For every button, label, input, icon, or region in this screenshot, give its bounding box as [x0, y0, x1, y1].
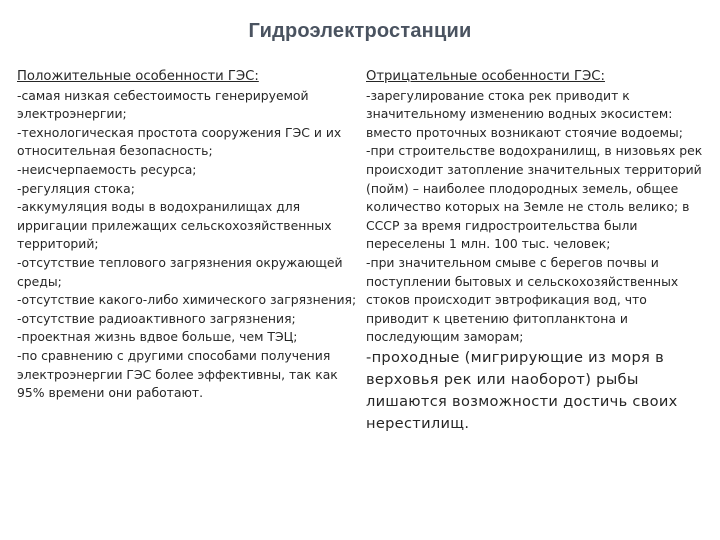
positive-feature-item: -неисчерпаемость ресурса;: [17, 161, 197, 177]
positive-feature-item: -аккумуляция воды в водохранилищах для ирригации прилежащих сельскохозяйственных территорий;: [17, 199, 332, 252]
positive-feature-item: -отсутствие теплового загрязнения окружающей среды;: [17, 254, 343, 289]
positive-feature-item: -проектная жизнь вдвое больше, чем ТЭЦ;: [17, 329, 298, 345]
positive-feature-item: -регуляция стока;: [17, 180, 135, 196]
negative-features-column: [366, 68, 706, 435]
negative-feature-item: -при строительстве водохранилищ, в низовьях рек происходит затопление значительных территорий (пойм) – наиболее плодородных земель, общее количество которых на Земле не столь велико; в СССР за время гидростроительства были переселены 1 млн. 100 тыс. человек;: [366, 143, 703, 252]
positive-features-column: [17, 68, 362, 403]
negative-feature-item: -при значительном смыве с берегов почвы и поступлении бытовых и сельскохозяйственных стоков происходит эвтрофикация вод, что приводит к цветению фитопланктона и последующим заморам;: [366, 254, 679, 345]
negative-feature-item: -зарегулирование стока рек приводит к значительному изменению водных экосистем: вместо проточных возникают стоячие водоемы;: [366, 87, 683, 140]
negative-feature-item: -проходные (мигрирующие из моря в верховья рек или наоборот) рыбы лишаются возможности достичь своих нерестилищ.: [366, 348, 678, 432]
negative-features-heading: Отрицательные особенности ГЭС:: [366, 69, 605, 84]
positive-feature-item: -отсутствие какого-либо химического загрязнения;: [17, 292, 357, 308]
positive-feature-item: -отсутствие радиоактивного загрязнения;: [17, 310, 296, 326]
positive-feature-item: -по сравнению с другими способами получения электроэнергии ГЭС более эффективны, так как 95% времени они работают.: [17, 347, 338, 401]
positive-feature-item: -технологическая простота сооружения ГЭС и их относительная безопасность;: [17, 124, 342, 159]
positive-feature-item: -самая низкая себестоимость генерируемой электроэнергии;: [17, 87, 309, 122]
positive-features-heading: Положительные особенности ГЭС:: [17, 69, 259, 84]
page-title: Гидроэлектростанции: [248, 20, 472, 42]
